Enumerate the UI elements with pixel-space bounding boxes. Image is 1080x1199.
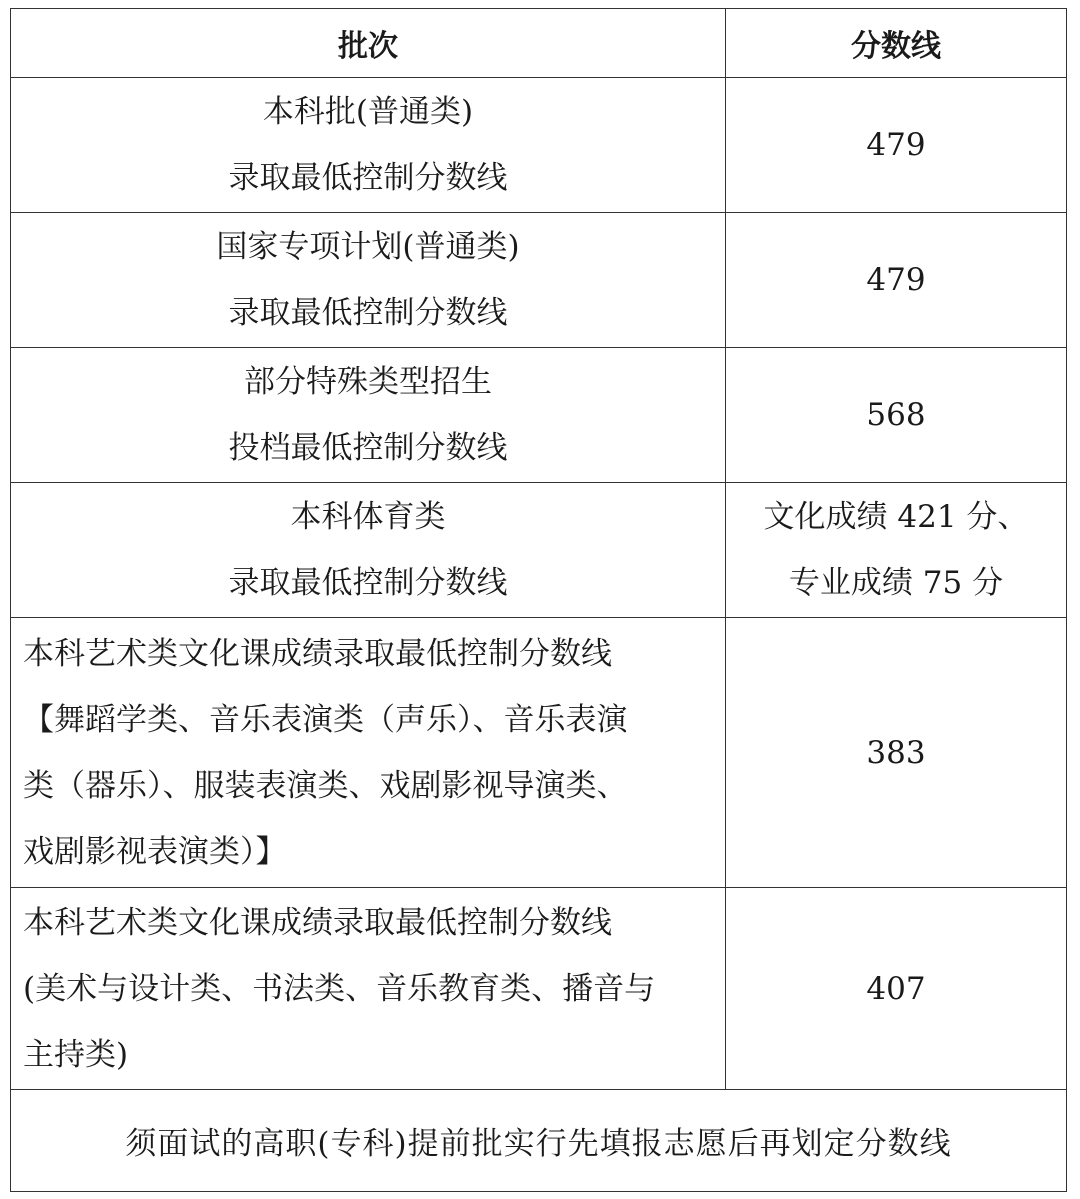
table-row <box>11 348 1067 483</box>
score-cell <box>726 618 1067 888</box>
score-cell <box>726 213 1067 348</box>
score-cell <box>726 888 1067 1090</box>
batch-cell <box>11 483 726 618</box>
score-value: 383 <box>866 734 926 771</box>
score-cell <box>726 78 1067 213</box>
score-value: 479 <box>866 262 926 298</box>
batch-line: (美术与设计类、书法类、音乐教育类、播音与 <box>23 970 656 1007</box>
batch-line: 本科艺术类文化课成绩录取最低控制分数线 <box>23 635 612 672</box>
batch-cell <box>11 618 726 888</box>
batch-cell <box>11 888 726 1090</box>
score-cell <box>726 483 1067 618</box>
table-header-row <box>11 9 1067 78</box>
batch-cell <box>11 348 726 483</box>
batch-line: 录取最低控制分数线 <box>228 295 508 331</box>
batch-line: 戏剧影视表演类）】 <box>23 833 287 870</box>
table-row <box>11 618 1067 888</box>
admission-score-table <box>10 8 1067 1192</box>
batch-cell <box>11 78 726 213</box>
footer-note: 须面试的高职(专科)提前批实行先填报志愿后再划定分数线 <box>11 1090 1067 1192</box>
batch-line: 类（器乐）、服装表演类、戏剧影视导演类、 <box>23 767 628 804</box>
batch-cell <box>11 213 726 348</box>
table-row <box>11 78 1067 213</box>
score-column-header: 分数线 <box>726 9 1067 78</box>
score-value: 专业成绩 75 分 <box>788 565 1004 601</box>
batch-line: 本科批(普通类) <box>262 94 474 130</box>
batch-line: 国家专项计划(普通类) <box>216 229 520 265</box>
table-row <box>11 483 1067 618</box>
table-footer-row <box>11 1090 1067 1192</box>
score-value: 479 <box>866 127 926 163</box>
batch-line: 本科艺术类文化课成绩录取最低控制分数线 <box>23 904 612 941</box>
batch-line: 本科体育类 <box>290 499 446 535</box>
batch-line: 录取最低控制分数线 <box>228 160 508 196</box>
table-row <box>11 888 1067 1090</box>
score-value: 407 <box>866 970 926 1007</box>
batch-line: 录取最低控制分数线 <box>228 565 508 601</box>
batch-line: 主持类) <box>23 1036 129 1073</box>
table-row <box>11 213 1067 348</box>
score-value: 文化成绩 421 分、 <box>763 499 1029 535</box>
batch-column-header: 批次 <box>11 9 726 78</box>
score-value: 568 <box>866 397 926 433</box>
batch-line: 部分特殊类型招生 <box>244 364 492 400</box>
batch-line: 【舞蹈学类、音乐表演类（声乐）、音乐表演 <box>23 701 628 738</box>
batch-line: 投档最低控制分数线 <box>228 430 508 466</box>
score-cell <box>726 348 1067 483</box>
